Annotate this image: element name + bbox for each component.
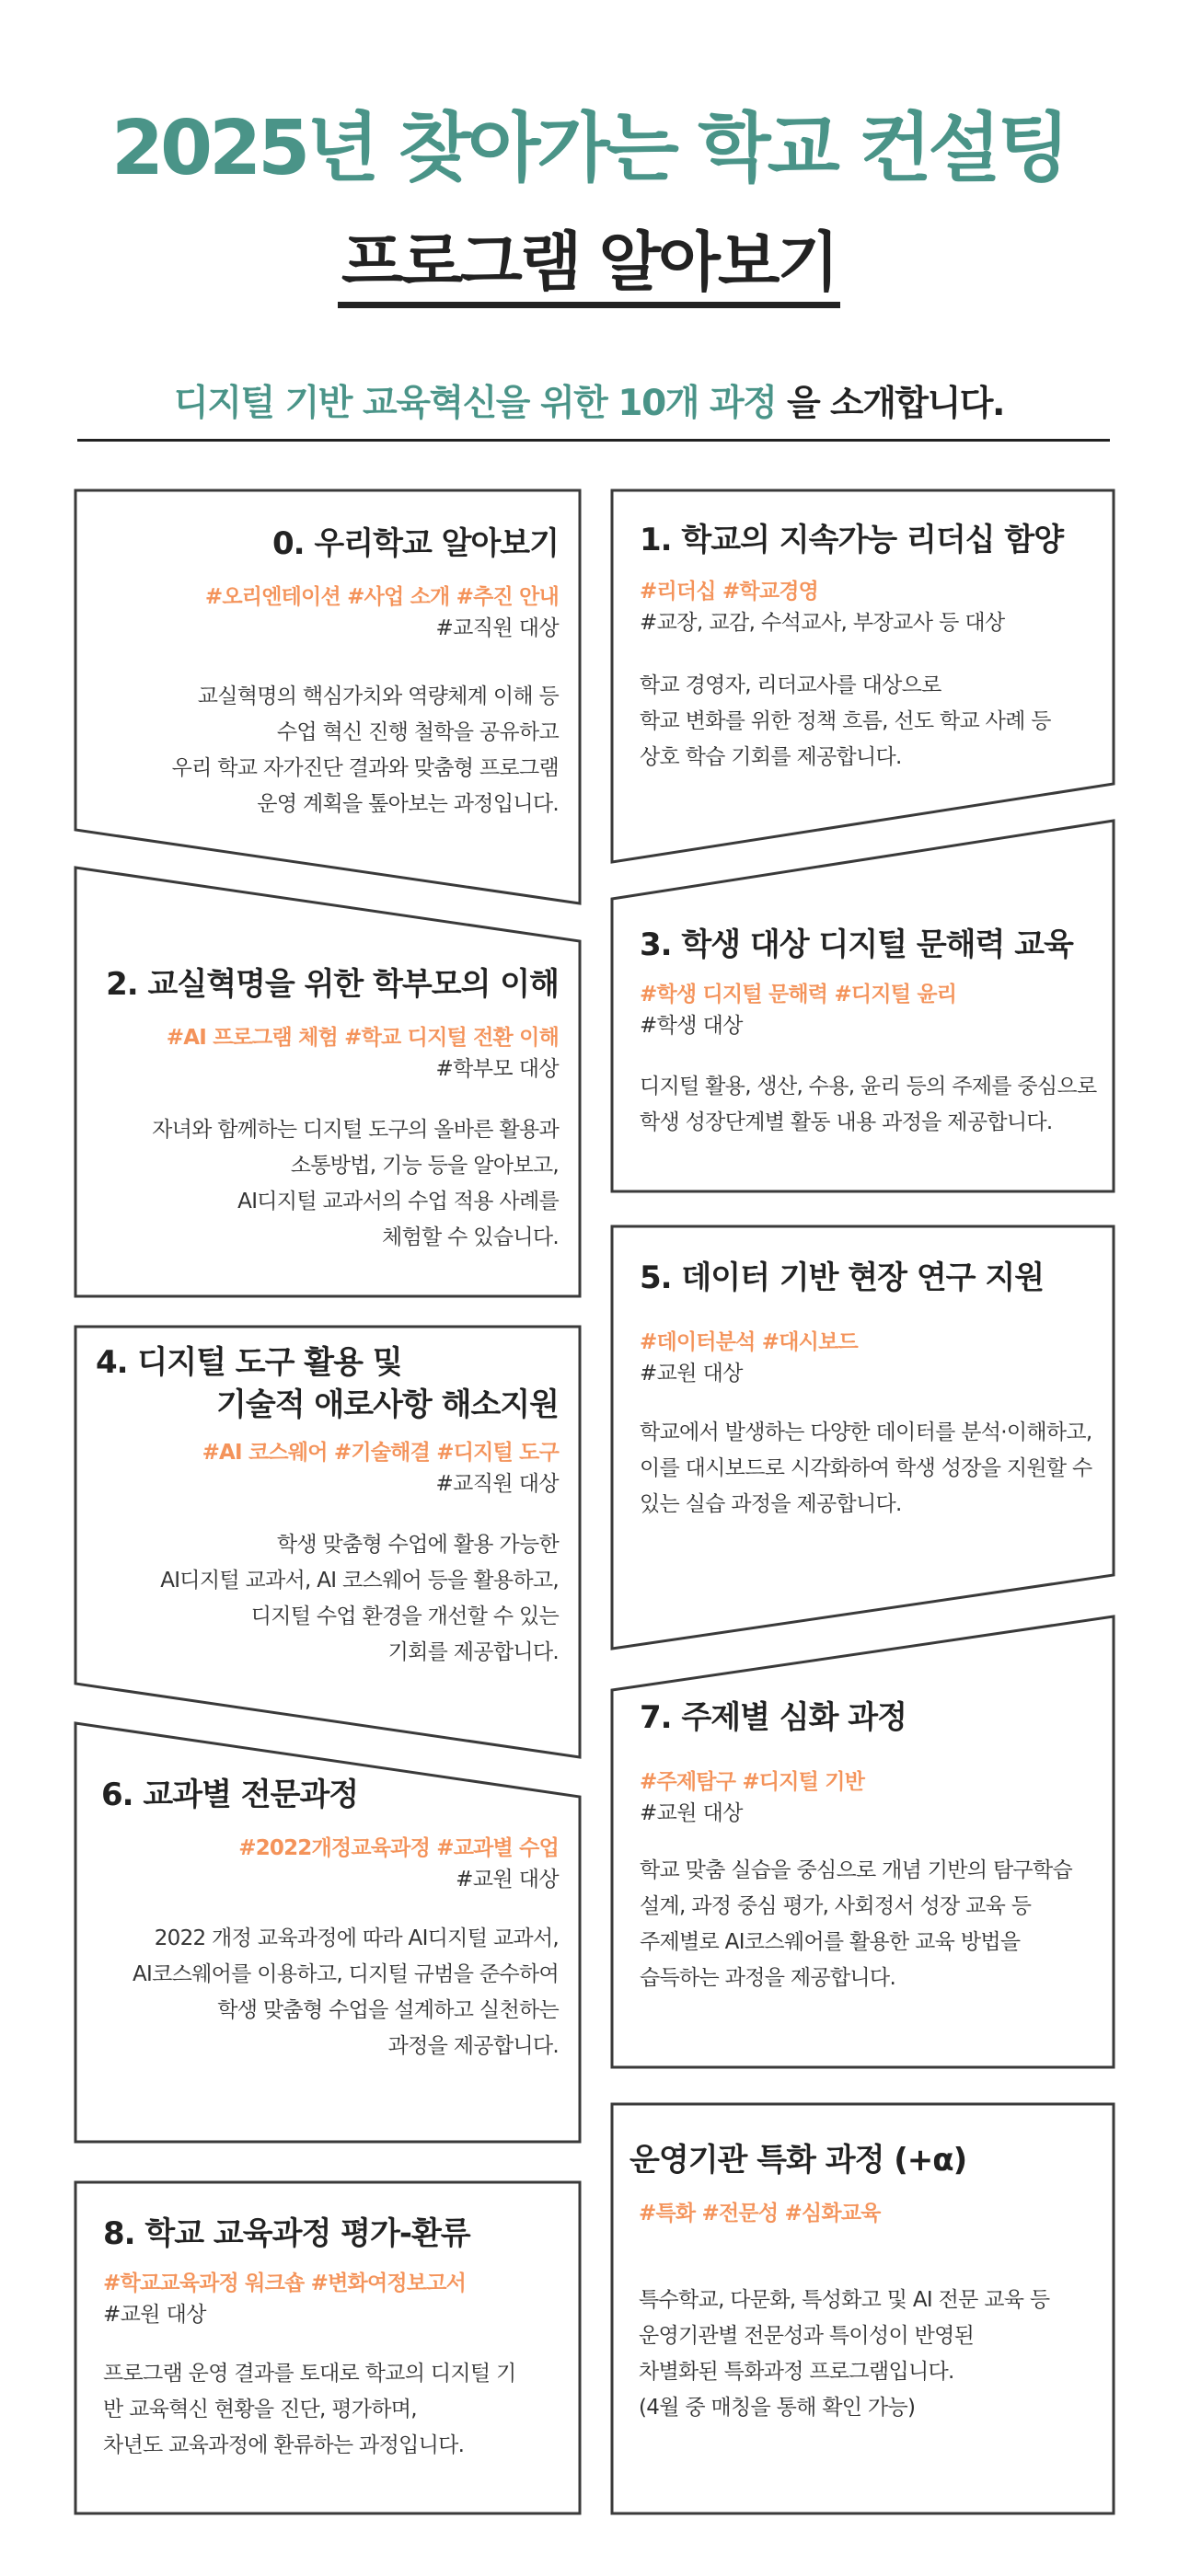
card-0-desc-line: 교실혁명의 핵심가치와 역량체계 이해 등: [197, 684, 559, 708]
card-3: [640, 924, 1100, 1141]
card-2: [92, 963, 559, 1256]
card-4-desc-line: 학생 맞춤형 수업에 활용 가능한: [276, 1533, 559, 1557]
card-7-tags: #주제탐구 #디지털 기반: [640, 1770, 865, 1794]
card-9-desc-line: 운영기관별 전문성과 특이성이 반영된: [639, 2324, 975, 2348]
card-6: [92, 1774, 559, 2064]
card-9-desc-line: 특수학교, 다문화, 특성화고 및 AI 전문 교육 등: [639, 2288, 1050, 2312]
card-0: [92, 523, 559, 822]
card-6-desc-line: AI코스웨어를 이용하고, 디지털 규범을 준수하여: [132, 1962, 559, 1986]
card-8-desc-line: 반 교육혁신 현황을 진단, 평가하며,: [103, 2398, 417, 2421]
card-0-desc-line: 운영 계획을 톺아보는 과정입니다.: [257, 792, 559, 816]
main-title: 2025년 찾아가는 학교 컨설팅: [111, 105, 1067, 192]
card-2-title: 2. 교실혁명을 위한 학부모의 이해: [106, 966, 559, 1003]
card-7-desc-line: 학교 맞춤 실습을 중심으로 개념 기반의 탐구학습: [640, 1858, 1073, 1882]
card-3-desc: [640, 1069, 1100, 1141]
card-4-desc-line: AI디지털 교과서, AI 코스웨어 등을 활용하고,: [160, 1569, 559, 1593]
card-0-desc-line: 우리 학교 자가진단 결과와 맞춤형 프로그램: [171, 756, 559, 780]
card-2-desc: [92, 1112, 559, 1256]
card-8-tags: #학교교육과정 워크숍 #변화여정보고서: [103, 2271, 467, 2295]
intro-rest: 을 소개합니다.: [776, 383, 1004, 423]
card-2-tags: #AI 프로그램 체험 #학교 디지털 전환 이해: [166, 1026, 559, 1050]
card-7-desc-line: 설계, 과정 중심 평가, 사회정서 성장 교육 등: [640, 1894, 1032, 1918]
sub-title-text: 프로그램 알아보기: [338, 224, 840, 308]
card-6-desc-line: 2022 개정 교육과정에 따라 AI디지털 교과서,: [154, 1926, 559, 1950]
card-0-target: #교직원 대상: [435, 616, 559, 640]
card-7-title: 7. 주제별 심화 과정: [640, 1699, 907, 1736]
card-4-target: #교직원 대상: [435, 1472, 559, 1496]
card-4-desc-line: 디지털 수업 환경을 개선할 수 있는: [250, 1604, 559, 1628]
card-6-desc: [92, 1921, 559, 2064]
card-9-tags: #특화 #전문성 #심화교육: [639, 2202, 881, 2225]
card-8-target: #교원 대상: [103, 2303, 206, 2327]
card-3-desc-line: 학생 성장단계별 활동 내용 과정을 제공합니다.: [640, 1110, 1053, 1134]
card-6-desc-line: 학생 맞춤형 수업을 설계하고 실천하는: [217, 1998, 559, 2022]
card-2-desc-line: 자녀와 함께하는 디지털 도구의 올바른 활용과: [152, 1118, 559, 1142]
card-5-title: 5. 데이터 기반 현장 연구 지원: [640, 1259, 1045, 1296]
card-1-desc-line: 학교 변화를 위한 정책 흐름, 선도 학교 사례 등: [640, 709, 1051, 733]
card-4-title-line2: 기술적 애로사항 해소지원: [216, 1386, 559, 1423]
card-3-tags: #학생 디지털 문해력 #디지털 윤리: [640, 983, 957, 1006]
card-5-desc: [640, 1415, 1104, 1523]
card-2-desc-line: 체험할 수 있습니다.: [382, 1225, 559, 1249]
card-1-target: #교장, 교감, 수석교사, 부장교사 등 대상: [640, 611, 1005, 635]
card-1-title: 1. 학교의 지속가능 리더십 함양: [640, 522, 1064, 558]
card-6-desc-line: 과정을 제공합니다.: [387, 2034, 559, 2058]
card-7-desc: [640, 1853, 1104, 1996]
card-0-desc-line: 수업 혁신 진행 철학을 공유하고: [276, 720, 559, 744]
card-4: [92, 1341, 559, 1671]
card-1-desc: [640, 668, 1100, 776]
card-2-desc-line: 소통방법, 기능 등을 알아보고,: [290, 1154, 559, 1178]
card-5-desc-line: 있는 실습 과정을 제공합니다.: [640, 1492, 902, 1516]
card-9: [629, 2102, 1094, 2426]
card-5-tags: #데이터분석 #대시보드: [640, 1330, 858, 1354]
card-4-title-line1: 4. 디지털 도구 활용 및: [96, 1344, 402, 1381]
card-0-title: 0. 우리학교 알아보기: [272, 525, 559, 562]
card-3-title: 3. 학생 대상 디지털 문해력 교육: [640, 926, 1073, 963]
card-5-desc-line: 이를 대시보드로 시각화하여 학생 성장을 지원할 수: [640, 1456, 1092, 1480]
card-7: [640, 1696, 1104, 1996]
intro-highlight: 디지털 기반 교육혁신을 위한 10개 과정: [174, 383, 777, 424]
card-8-desc: [103, 2356, 568, 2464]
card-4-desc: [92, 1527, 559, 1671]
card-1: [640, 519, 1100, 776]
card-7-target: #교원 대상: [640, 1801, 743, 1825]
card-1-desc-line: 학교 경영자, 리더교사를 대상으로: [640, 673, 941, 697]
card-8-desc-line: 차년도 교육과정에 환류하는 과정입니다.: [103, 2433, 465, 2457]
card-6-title: 6. 교과별 전문과정: [101, 1777, 359, 1813]
card-3-desc-line: 디지털 활용, 생산, 수용, 윤리 등의 주제를 중심으로: [640, 1075, 1097, 1098]
card-2-target: #학부모 대상: [435, 1057, 559, 1081]
card-6-tags: #2022개정교육과정 #교과별 수업: [238, 1836, 559, 1860]
card-1-tags: #리더십 #학교경영: [640, 580, 819, 604]
card-9-desc: [629, 2283, 1094, 2426]
card-3-target: #학생 대상: [640, 1014, 743, 1038]
card-6-target: #교원 대상: [456, 1868, 559, 1892]
card-7-desc-line: 습득하는 과정을 제공합니다.: [640, 1966, 896, 1990]
card-8-desc-line: 프로그램 운영 결과를 토대로 학교의 디지털 기: [103, 2362, 516, 2386]
card-9-title: 운영기관 특화 과정 (+α): [629, 2142, 967, 2179]
card-5-desc-line: 학교에서 발생하는 다양한 데이터를 분석·이해하고,: [640, 1420, 1092, 1444]
card-5-target: #교원 대상: [640, 1362, 743, 1386]
card-4-tags: #AI 코스웨어 #기술해결 #디지털 도구: [202, 1441, 559, 1465]
card-1-desc-line: 상호 학습 기회를 제공합니다.: [640, 745, 902, 769]
card-7-desc-line: 주제별로 AI코스웨어를 활용한 교육 방법을: [640, 1930, 1021, 1954]
card-8: [103, 2213, 568, 2464]
card-2-desc-line: AI디지털 교과서의 수업 적용 사례를: [237, 1190, 559, 1213]
card-8-title: 8. 학교 교육과정 평가-환류: [103, 2215, 470, 2252]
card-9-desc-line: 차별화된 특화과정 프로그램입니다.: [639, 2360, 954, 2384]
card-9-desc-line: (4월 중 매칭을 통해 확인 가능): [639, 2396, 916, 2420]
card-0-tags: #오리엔테이션 #사업 소개 #추진 안내: [204, 585, 559, 609]
card-0-desc: [92, 679, 559, 822]
card-5: [640, 1257, 1104, 1523]
card-4-desc-line: 기회를 제공합니다.: [387, 1640, 559, 1664]
